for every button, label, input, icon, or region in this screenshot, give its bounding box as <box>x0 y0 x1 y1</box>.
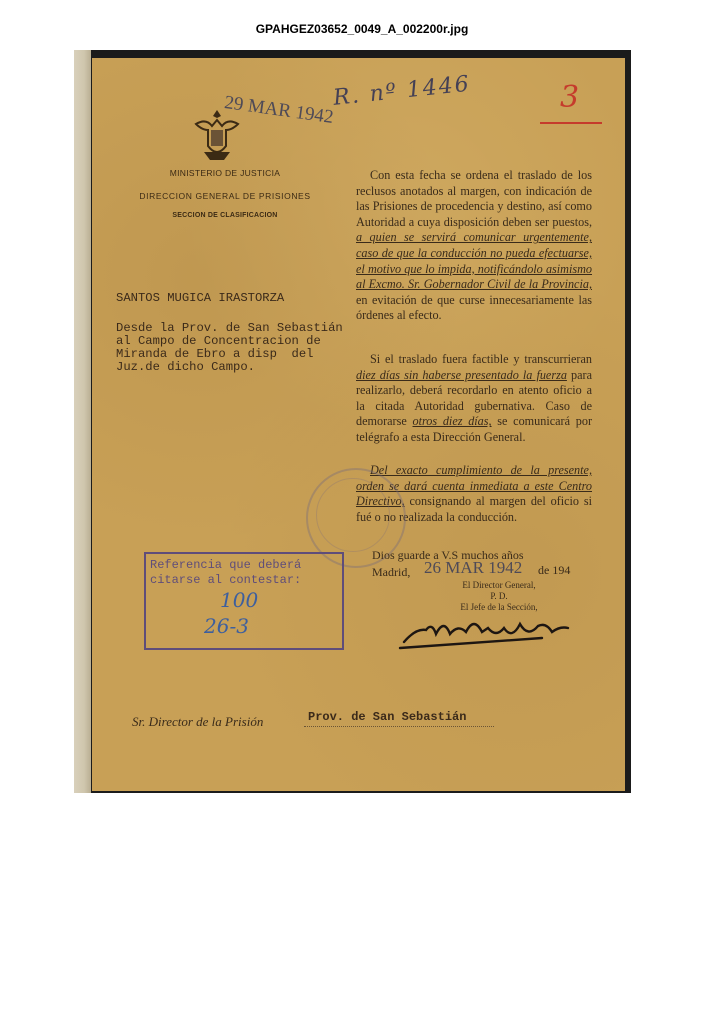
file-name-header: GPAHGEZ03652_0049_A_002200r.jpg <box>255 22 469 36</box>
round-seal-inner-ring <box>316 478 390 552</box>
p1-text-b: en evitación de que curse innecesariamente las órdenes al efecto. <box>356 292 592 323</box>
transfer-line-4: Juz.de dicho Campo. <box>116 360 255 374</box>
closing-place: Madrid, <box>372 565 411 579</box>
red-underline <box>540 122 602 124</box>
scan-left-edge <box>74 50 91 793</box>
addressee-value: Prov. de San Sebastián <box>308 710 467 724</box>
p3-text-b: consignando al margen del oficio si fué o no realizada la conducción. <box>356 494 593 524</box>
seccion-heading: SECCION DE CLASIFICACION <box>172 212 278 219</box>
transfer-line-3: Miranda de Ebro a disp del <box>116 347 314 361</box>
document-page <box>92 58 625 791</box>
handwritten-signature <box>392 598 592 653</box>
prisoner-name: SANTOS MUGICA IRASTORZA <box>116 291 285 305</box>
director-general-label: El Director General, <box>462 580 536 590</box>
dated-stamp: 26 MAR 1942 <box>424 558 523 577</box>
closing-greeting: Dios guarde a V.S muchos años <box>372 548 524 562</box>
handwritten-reference: R. nº 1446 <box>332 71 472 111</box>
received-date-stamp: 29 MAR 1942 <box>223 92 335 129</box>
direccion-heading: DIRECCION GENERAL DE PRISIONES <box>139 191 311 201</box>
section-chief-label: El Jefe de la Sección, <box>460 602 538 612</box>
transfer-line-1: Desde la Prov. de San Sebastián <box>116 321 343 335</box>
p2-text-b: para realizarlo, deberá recordarlo en atento oficio a la citada Autoridad gubernativa. Caso de demorarse <box>356 367 592 429</box>
p1-underlined-text: a quien se servirá comunicar urgentemente, caso de que la conducción no pueda efectuarse, el motivo que lo impida, notificándolo asimismo al Excmo. Sr. Gobernador Civil de la Provincia, <box>356 230 592 292</box>
reference-number: 100 <box>220 588 259 612</box>
p2-underlined-text-1: diez días sin haberse presentado la fuerza <box>356 367 567 382</box>
red-handwritten-number: 3 <box>560 80 580 115</box>
p2-underlined-text-2: otros diez días, <box>412 414 492 429</box>
p3-underlined-text: Del exacto cumplimiento de la presente, orden se dará cuenta inmediata a este Centro Directivo, <box>356 463 592 509</box>
pd-label: P. D. <box>490 591 508 601</box>
reference-label: Referencia que deberá citarse al contestar: <box>150 558 302 587</box>
reference-date: 26-3 <box>204 614 249 638</box>
addressee-label: Sr. Director de la Prisión <box>132 714 264 729</box>
ministry-heading: MINISTERIO DE JUSTICIA <box>169 168 281 178</box>
body-paragraph-1 <box>356 168 592 324</box>
body-paragraph-2 <box>356 352 592 446</box>
p2-text-c: se comunicará por telégrafo a esta Dirección General. <box>356 414 592 444</box>
addressee-dotted-line <box>304 726 494 727</box>
p2-text-a: Si el traslado fuera factible y transcurrieran <box>370 352 592 366</box>
transfer-line-2: al Campo de Concentracion de <box>116 334 321 348</box>
p1-text-a: Con esta fecha se ordena el traslado de los reclusos anotados al margen, con indicación de las Prisiones de procedencia y destino, así como Autoridad a cuya disposición deben ser puestos, <box>356 168 592 229</box>
closing-year-suffix: de 194 <box>538 563 571 577</box>
